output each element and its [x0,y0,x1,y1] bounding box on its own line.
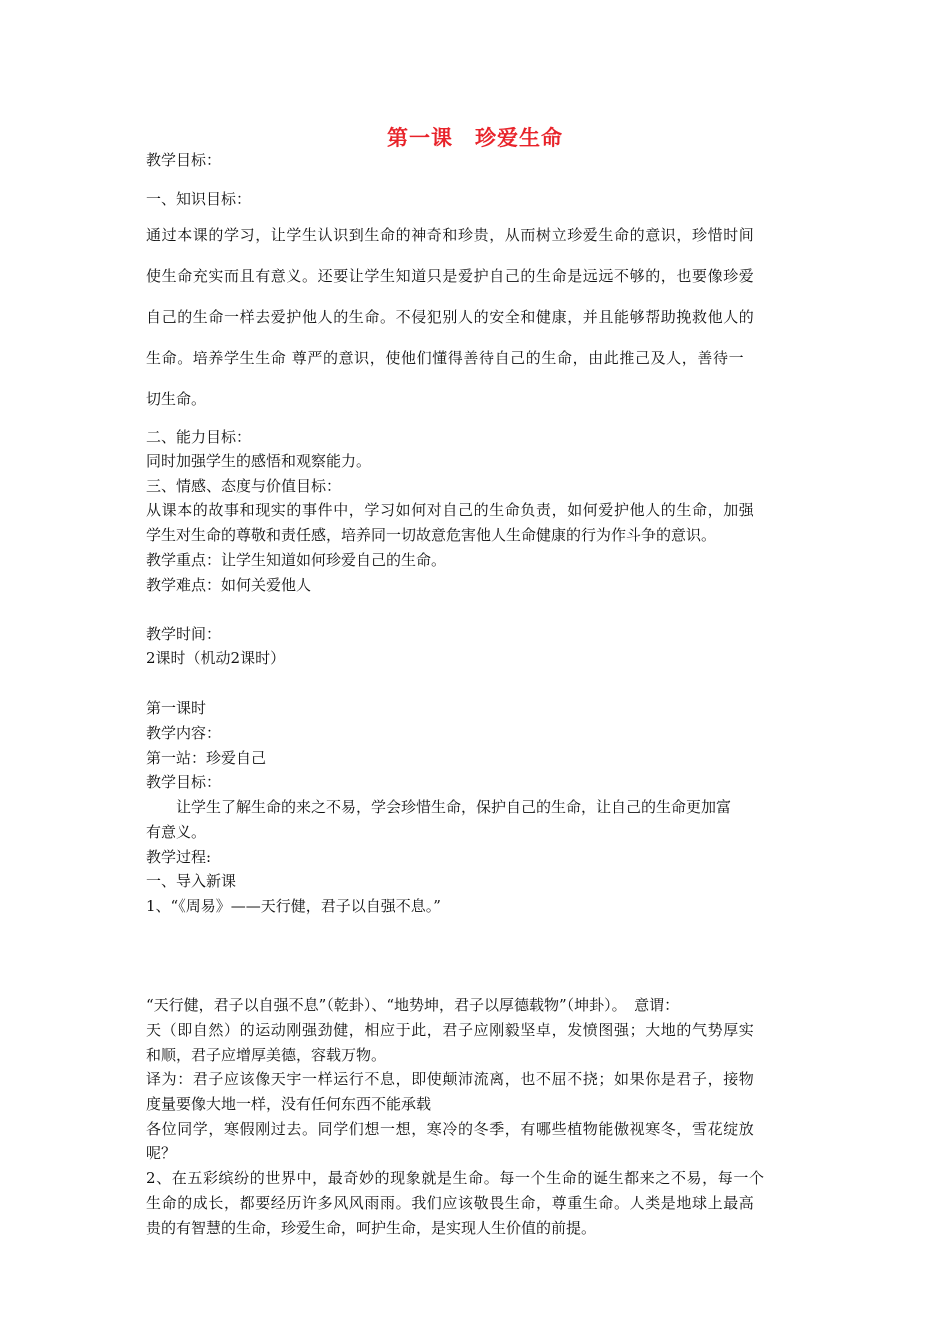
text-line: 让学生了解生命的来之不易，学会珍惜生命，保护自己的生命，让自己的生命更加富 [146,798,732,816]
text-line: 切生命。 [146,390,207,408]
text-line: 教学重点：让学生知道如何珍爱自己的生命。 [146,551,447,569]
text-line: 二、能力目标： [146,428,252,446]
text-line: 教学目标： [146,773,222,791]
text-line: 2、在五彩缤纷的世界中，最奇妙的现象就是生命。每一个生命的诞生都来之不易，每一个 [146,1169,765,1187]
text-line: 一、知识目标： [146,190,252,208]
text-line: 有意义。 [146,823,207,841]
text-line: 呢？ [146,1144,177,1162]
text-line: 2课时（机动2课时） [146,649,286,667]
text-line: 度量要像大地一样，没有任何东西不能承载 [146,1095,432,1113]
text-line: 自己的生命一样去爱护他人的生命。不侵犯别人的安全和健康，并且能够帮助挽救他人的 [146,308,755,326]
text-line: 通过本课的学习，让学生认识到生命的神奇和珍贵，从而树立珍爱生命的意识，珍惜时间 [146,226,755,244]
text-line: “天行健，君子以自强不息”（乾卦）、“地势坤，君子以厚德载物”（坤卦）。 意谓： [146,996,680,1014]
text-line: 使生命充实而且有意义。还要让学生知道只是爱护自己的生命是远远不够的，也要像珍爱 [146,267,755,285]
text-line: 学生对生命的尊敬和责任感，培养同一切故意危害他人生命健康的行为作斗争的意识。 [146,526,717,544]
text-line: 第一站：珍爱自己 [146,749,267,767]
text-line: 三、情感、态度与价值目标： [146,477,342,495]
text-line: 和顺，君子应增厚美德，容载万物。 [146,1046,387,1064]
text-line: 天（即自然）的运动刚强劲健，相应于此，君子应刚毅坚卓，发愤图强；大地的气势厚实 [146,1021,755,1039]
text-line: 教学目标： [146,151,222,169]
text-line: 各位同学，寒假刚过去。同学们想一想，寒冷的冬季，有哪些植物能傲视寒冬，雪花绽放 [146,1120,755,1138]
text-line: 第一课时 [146,699,207,717]
text-line: 教学难点：如何关爱他人 [146,576,312,594]
text-line: 生命的成长，都要经历许多风风雨雨。我们应该敬畏生命，尊重生命。人类是地球上最高 [146,1194,755,1212]
text-line: 同时加强学生的感悟和观察能力。 [146,452,372,470]
document-title: 第一课 珍爱生命 [387,126,563,150]
text-line: 贵的有智慧的生命，珍爱生命，呵护生命，是实现人生价值的前提。 [146,1219,597,1237]
text-line: 译为：君子应该像天宇一样运行不息，即使颠沛流离，也不屈不挠；如果你是君子，接物 [146,1070,755,1088]
text-line: 一、导入新课 [146,872,237,890]
text-line: 从课本的故事和现实的事件中，学习如何对自己的生命负责，如何爱护他人的生命，加强 [146,501,755,519]
text-line: 教学内容： [146,724,222,742]
text-line: 教学时间： [146,625,222,643]
text-line: 教学过程: [146,848,212,866]
text-line: 1、“《周易》——天行健，君子以自强不息。” [146,897,441,915]
text-line: 生命。培养学生生命 尊严的意识，使他们懂得善待自己的生命，由此推己及人，善待一 [146,349,745,367]
